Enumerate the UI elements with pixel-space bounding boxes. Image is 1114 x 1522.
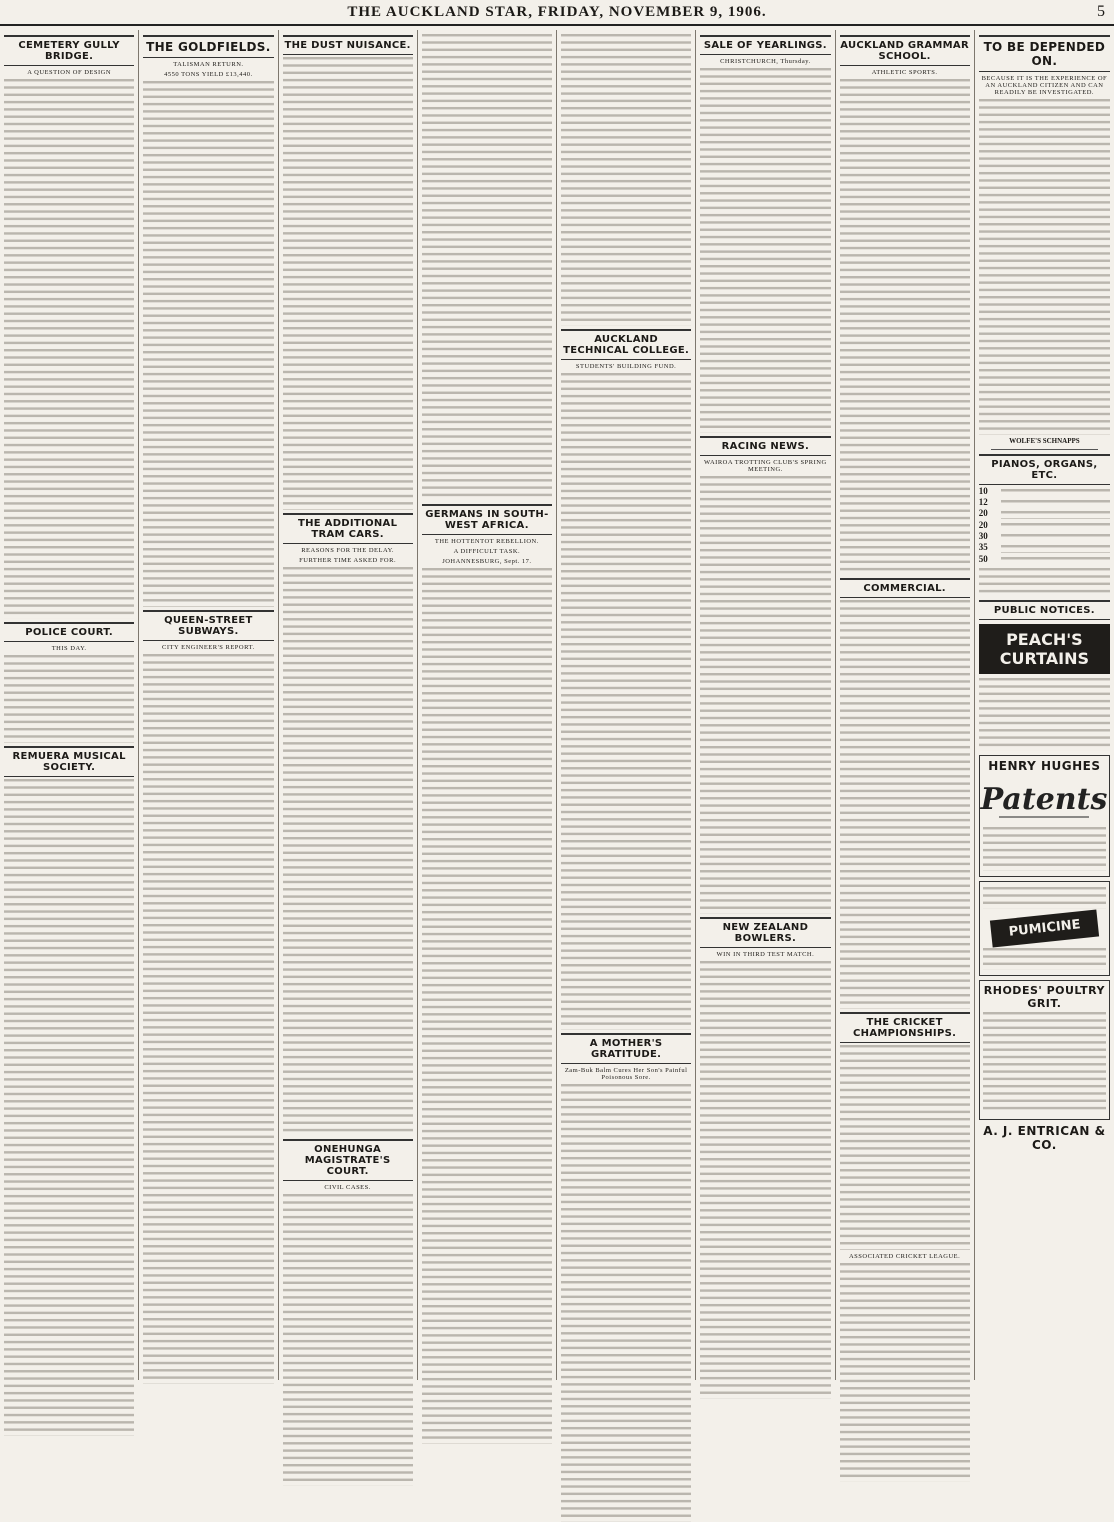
ad-pumicine — [979, 881, 1110, 976]
masthead-title: THE AUCKLAND STAR, FRIDAY, NOVEMBER 9, 1906. — [347, 3, 767, 20]
subhead-yield: 4550 TONS YIELD £13,440. — [164, 71, 253, 78]
article-text — [4, 79, 134, 619]
divider — [991, 449, 1098, 450]
article-text — [840, 600, 970, 1009]
subhead-building: STUDENTS' BUILDING FUND. — [575, 363, 677, 370]
column-8 — [975, 30, 1114, 1380]
article-text — [983, 1012, 1106, 1114]
headline-cricket: THE CRICKET CHAMPIONSHIPS. — [840, 1012, 970, 1043]
subhead-christchurch: CHRISTCHURCH, Thursday. — [720, 58, 811, 65]
article-text — [422, 34, 552, 501]
subhead-engineer: CITY ENGINEER'S REPORT. — [162, 643, 255, 651]
ad-wolfes: WOLFE'S SCHNAPPS — [1009, 436, 1080, 445]
page-number: 5 — [1097, 3, 1106, 20]
article-text — [561, 34, 691, 326]
headline-remuera: REMUERA MUSICAL SOCIETY. — [4, 746, 134, 777]
column-4 — [418, 30, 557, 1380]
patents-script-graphic — [981, 773, 1108, 825]
subhead-zambuk: Zam-Buk Balm Cures Her Son's Painful Poisonous Sore. — [564, 1067, 688, 1081]
subhead-design: A QUESTION OF DESIGN — [27, 69, 112, 76]
subhead-johannesburg: JOHANNESBURG, Sept. 17. — [442, 558, 532, 566]
newspaper-columns — [0, 30, 1114, 1380]
article-text — [983, 887, 1106, 909]
article-text — [840, 1263, 970, 1482]
piano-listing: 20 — [979, 521, 1110, 532]
pumicine-label: PUMICINE — [990, 909, 1099, 947]
subhead-time: FURTHER TIME ASKED FOR. — [299, 556, 397, 564]
article-text — [283, 1194, 413, 1486]
article-text — [979, 99, 1110, 435]
headline-mother: A MOTHER'S GRATITUDE. — [561, 1033, 691, 1064]
piano-listing: 50 — [979, 555, 1110, 566]
rhodes-title: RHODES' POULTRY GRIT. — [983, 983, 1105, 1010]
article-text — [700, 476, 830, 914]
subhead-test-match: WIN IN THIRD TEST MATCH. — [716, 951, 815, 958]
article-text — [143, 81, 273, 607]
subhead-athletic: ATHLETIC SPORTS. — [871, 69, 938, 76]
headline-technical: AUCKLAND TECHNICAL COLLEGE. — [561, 329, 691, 360]
subhead-hottentot: THE HOTTENTOT REBELLION. — [434, 538, 539, 546]
subhead-civil: CIVIL CASES. — [324, 1183, 371, 1191]
headline-dust: THE DUST NUISANCE. — [283, 35, 413, 55]
headline-tram-cars: THE ADDITIONAL TRAM CARS. — [283, 513, 413, 544]
piano-listing: 20 — [979, 509, 1110, 520]
hughes-title: HENRY HUGHES — [988, 759, 1101, 774]
piano-listing: 10 — [979, 487, 1110, 498]
headline-police-court: POLICE COURT. — [4, 622, 134, 642]
article-text — [4, 655, 134, 743]
subhead-this-day: THIS DAY. — [51, 645, 87, 653]
headline-subways: QUEEN-STREET SUBWAYS. — [143, 610, 273, 641]
column-2 — [139, 30, 278, 1380]
patents-word: Patents — [981, 782, 1108, 818]
column-7 — [836, 30, 975, 1380]
headline-germans: GERMANS IN SOUTH-WEST AFRICA. — [422, 504, 552, 535]
headline-grammar: AUCKLAND GRAMMAR SCHOOL. — [840, 35, 970, 66]
piano-listing: 12 — [979, 498, 1110, 509]
article-text — [983, 948, 1106, 970]
article-text — [561, 1084, 691, 1522]
article-text — [983, 827, 1106, 871]
article-text — [979, 568, 1110, 597]
masthead — [0, 0, 1114, 26]
article-text — [283, 57, 413, 510]
article-text — [700, 961, 830, 1399]
ad-henry-hughes — [979, 755, 1110, 877]
column-5 — [557, 30, 696, 1380]
headline-onehunga: ONEHUNGA MAGISTRATE'S COURT. — [283, 1139, 413, 1181]
subhead-difficult: A DIFFICULT TASK. — [453, 548, 521, 556]
subhead-delay: REASONS FOR THE DELAY. — [301, 546, 395, 554]
headline-notices: PUBLIC NOTICES. — [979, 600, 1110, 620]
headline-cemetery: CEMETERY GULLY BRIDGE. — [4, 35, 134, 66]
headline-pianos: PIANOS, ORGANS, ETC. — [979, 454, 1110, 485]
article-text — [840, 79, 970, 575]
column-6 — [696, 30, 835, 1380]
article-text — [561, 373, 691, 1030]
headline-bowlers: NEW ZEALAND BOWLERS. — [700, 917, 830, 948]
ad-peach-curtains: PEACH'S CURTAINS — [979, 624, 1110, 674]
piano-listing: 35 — [979, 543, 1110, 554]
subhead-experience: BECAUSE IT IS THE EXPERIENCE OF AN AUCKLAND CITIZEN AND CAN READILY BE INVESTIGATED. — [981, 75, 1108, 96]
headline-goldfields: THE GOLDFIELDS. — [143, 35, 273, 58]
article-text — [979, 678, 1110, 751]
article-text — [422, 568, 552, 1444]
headline-yearlings: SALE OF YEARLINGS. — [700, 35, 830, 55]
headline-depended: TO BE DEPENDED ON. — [979, 35, 1110, 72]
article-text — [840, 1045, 970, 1249]
article-text — [143, 654, 273, 1384]
headline-commercial: COMMERCIAL. — [840, 578, 970, 598]
subhead-wairoa: WAIROA TROTTING CLUB'S SPRING MEETING. — [704, 459, 827, 473]
ad-rhodes — [979, 980, 1110, 1120]
article-text — [700, 68, 830, 433]
piano-listing: 30 — [979, 532, 1110, 543]
headline-racing: RACING NEWS. — [700, 436, 830, 456]
subhead-league: ASSOCIATED CRICKET LEAGUE. — [848, 1252, 961, 1260]
article-text — [283, 567, 413, 1136]
column-3 — [279, 30, 418, 1380]
article-text — [4, 779, 134, 1436]
entrican-title: A. J. ENTRICAN & CO. — [983, 1123, 1106, 1152]
column-1 — [0, 30, 139, 1380]
subhead-talisman: TALISMAN RETURN. — [173, 61, 244, 68]
